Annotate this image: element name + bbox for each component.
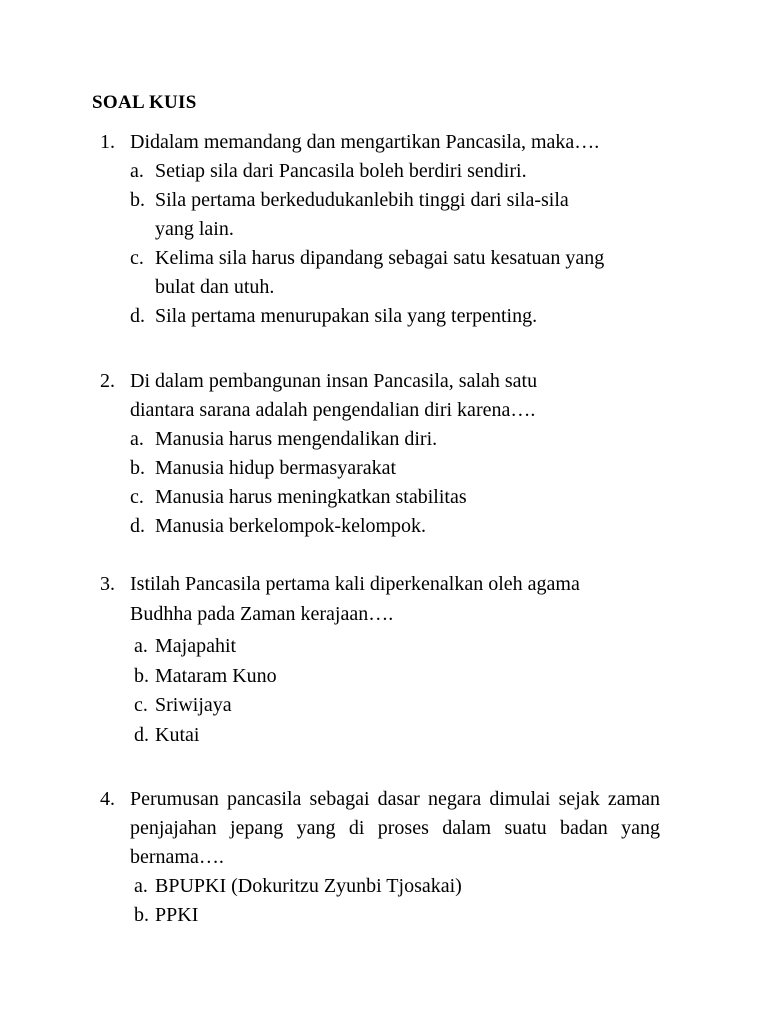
question-1: [100, 128, 660, 331]
question-text: Istilah Pancasila pertama kali diperkenalkan oleh agama Budhha pada Zaman kerajaan….: [130, 573, 580, 625]
option-text: Sriwijaya: [155, 694, 232, 716]
option-text: Majapahit: [155, 635, 237, 657]
option-b: [100, 454, 600, 483]
option-b: [100, 662, 640, 692]
option-letter: b.: [130, 189, 145, 211]
option-letter: b.: [130, 457, 145, 479]
option-letter: c.: [134, 694, 148, 716]
question-number: 4.: [100, 788, 115, 810]
option-text: Sila pertama berkedudukanlebih tinggi dari sila-sila yang lain.: [155, 189, 569, 240]
option-c: [100, 483, 600, 512]
option-letter: b.: [134, 664, 149, 687]
question-2: [100, 367, 600, 541]
option-c: [100, 244, 610, 302]
option-letter: c.: [130, 486, 144, 508]
option-list: [100, 425, 600, 541]
option-text: PPKI: [155, 904, 199, 926]
question-text: Didalam memandang dan mengartikan Pancasila, maka….: [130, 131, 600, 153]
option-list: [100, 632, 640, 750]
option-text: Sila pertama menurupakan sila yang terpenting.: [155, 305, 538, 327]
question-number: 1.: [100, 131, 115, 153]
option-text: Kutai: [155, 723, 200, 746]
option-letter: c.: [130, 247, 144, 269]
option-a: [100, 632, 640, 662]
option-text: Manusia harus mengendalikan diri.: [155, 428, 438, 450]
option-letter: a.: [134, 875, 148, 897]
option-list: [100, 872, 660, 930]
question-number: 2.: [100, 370, 115, 392]
option-text: Mataram Kuno: [155, 664, 277, 687]
option-c: [100, 691, 640, 721]
page-title: SOAL KUIS: [92, 92, 197, 113]
option-a: [100, 157, 610, 186]
option-letter: a.: [130, 428, 144, 450]
option-d: [100, 512, 600, 541]
question-number: 3.: [100, 573, 115, 595]
question-3: [100, 570, 640, 750]
option-text: Kelima sila harus dipandang sebagai satu kesatuan yang bulat dan utuh.: [155, 247, 605, 298]
option-letter: d.: [130, 515, 145, 537]
option-text: BPUPKI (Dokuritzu Zyunbi Tjosakai): [155, 875, 462, 897]
option-letter: b.: [134, 904, 149, 926]
question-4: [100, 785, 660, 930]
option-letter: a.: [134, 635, 148, 657]
option-b: [100, 901, 660, 930]
option-text: Manusia berkelompok-kelompok.: [155, 515, 427, 537]
option-a: [100, 872, 660, 901]
option-text: Manusia harus meningkatkan stabilitas: [155, 486, 467, 508]
option-list: [100, 157, 610, 331]
option-text: Manusia hidup bermasyarakat: [155, 457, 397, 479]
option-d: [100, 721, 640, 751]
question-text: Perumusan pancasila sebagai dasar negara dimulai sejak zaman penjajahan jepang yang di proses dalam suatu badan yang bernama….: [130, 788, 660, 868]
option-letter: d.: [130, 305, 145, 327]
option-d: [100, 302, 610, 331]
option-letter: d.: [134, 723, 149, 746]
option-b: [100, 186, 610, 244]
option-a: [100, 425, 600, 454]
question-text: Di dalam pembangunan insan Pancasila, salah satu diantara sarana adalah pengendalian diri karena….: [130, 370, 538, 421]
option-text: Setiap sila dari Pancasila boleh berdiri sendiri.: [155, 160, 527, 182]
option-letter: a.: [130, 160, 144, 182]
